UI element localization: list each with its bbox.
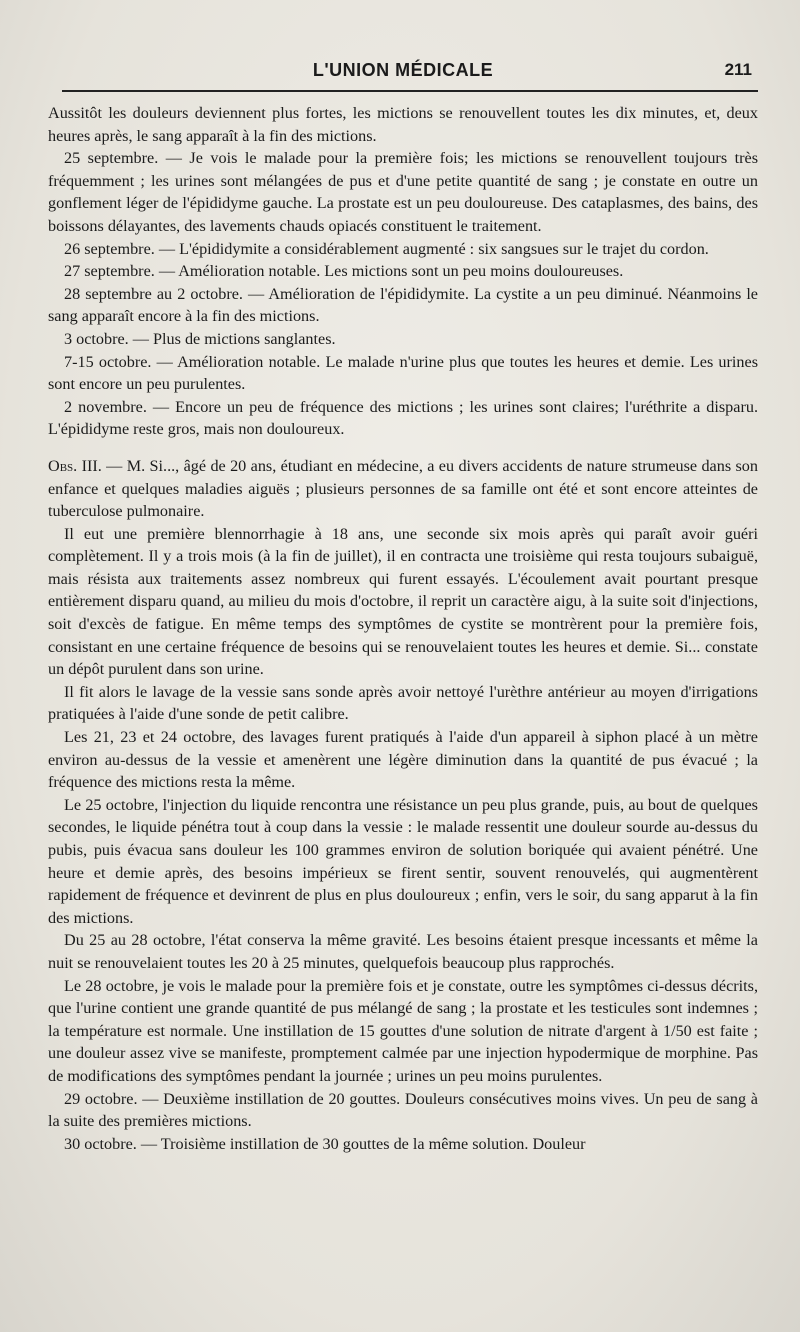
paragraph: Les 21, 23 et 24 octobre, des lavages furent pratiqués à l'aide d'un appareil à siphon placé à un mètre environ au-dessus de la vessie et amenèrent une légère diminution dans la quantité de pus évacué ; la fréquence des mictions resta la même.: [48, 728, 758, 792]
observation-text: — M. Si..., âgé de 20 ans, étudiant en médecine, a eu divers accidents de nature strumeuse dans son enfance et quelques maladies aiguës ; plusieurs personnes de sa famille ont été et sont encore atteintes de tuberculose pulmonaire.: [48, 456, 758, 521]
paragraph: 27 septembre. — Amélioration notable. Les mictions sont un peu moins douloureuses.: [64, 262, 624, 281]
running-header: [48, 56, 758, 90]
body-text: [48, 102, 758, 1155]
paragraph: Du 25 au 28 octobre, l'état conserva la même gravité. Les besoins étaient presque incessants et même la nuit se renouvelaient toutes les 20 à 25 minutes, quelquefois beaucoup plus rapprochés.: [48, 931, 758, 972]
paragraph: Le 28 octobre, je vois le malade pour la première fois et je constate, outre les symptômes ci-dessus décrits, que l'urine contient une grande quantité de pus mélangé de sang ; la prostate et les testicules sont indemnes ; la température est normale. Une instillation de 15 gouttes d'une solution de nitrate d'argent à 1/50 est faite ; une douleur assez vive se manifeste, promptement calmée par une injection hypodermique de morphine. Pas de modifications des symptômes pendant la journée ; urines un peu moins purulentes.: [48, 976, 758, 1085]
paragraph: 25 septembre. — Je vois le malade pour la première fois; les mictions se renouvellent toujours très fréquemment ; les urines sont mélangées de pus et d'une petite quantité de sang ; je constate en outre un gonflement léger de l'épididyme gauche. La prostate est un peu douloureuse. Des cataplasmes, des bains, des boissons délayantes, des lavements chauds opiacés constituent le traitement.: [48, 149, 758, 235]
paragraph: 2 novembre. — Encore un peu de fréquence des mictions ; les urines sont claires; l'uréthrite a disparu. L'épididyme reste gros, mais non douloureux.: [48, 397, 758, 439]
paragraph: 30 octobre. — Troisième instillation de 30 gouttes de la même solution. Douleur: [64, 1134, 586, 1153]
paragraph: 3 octobre. — Plus de mictions sanglantes.: [64, 329, 336, 348]
header-rule: [62, 90, 758, 92]
paragraph: 26 septembre. — L'épididymite a considérablement augmenté : six sangsues sur le trajet du cordon.: [64, 239, 709, 258]
paragraph: 29 octobre. — Deuxième instillation de 20 gouttes. Douleurs consécutives moins vives. Un peu de sang à la suite des premières mictions.: [48, 1089, 758, 1131]
observation-paragraph: [48, 455, 758, 523]
paragraph: Il eut une première blennorrhagie à 18 ans, une seconde six mois après qui paraît avoir guéri complètement. Il y a trois mois (à la fin de juillet), il en contracta une troisième qui resta toujours subaiguë, mais résista aux traitements assez nombreux qui furent essayés. L'écoulement avait pourtant presque entièrement disparu quand, au milieu du mois d'octobre, il reprit un caractère aigu, à la suite soit d'injections, soit d'excès de fatigue. En même temps des symptômes de cystite se montrèrent pour la première fois, consistant en une certaine fréquence de besoins qui se renouvelaient toutes les heures et demie. Si... constate un dépôt purulent dans son urine.: [48, 524, 758, 679]
paragraph: Aussitôt les douleurs deviennent plus fortes, les mictions se renouvellent toutes les dix minutes, et, deux heures après, le sang apparaît à la fin des mictions.: [48, 104, 758, 145]
observation-label: Obs. III.: [48, 456, 102, 475]
paragraph: 7-15 octobre. — Amélioration notable. Le malade n'urine plus que toutes les heures et demie. Les urines sont encore un peu purulentes.: [48, 352, 758, 394]
page-number: 211: [724, 60, 752, 79]
journal-title: L'UNION MÉDICALE: [312, 60, 494, 80]
paragraph: Le 25 octobre, l'injection du liquide rencontra une résistance un peu plus grande, puis, au bout de quelques secondes, le liquide pénétra tout à coup dans la vessie : le malade ressentit une douleur sourde au-dessus du pubis, puis évacua sans douleur les 100 grammes environ de solution boriquée qui avaient pénétré. Une heure et demie après, des besoins impérieux se firent sentir, souvent renouvelés, qui augmentèrent rapidement de fréquence et devinrent de plus en plus douloureux ; enfin, vers le soir, du sang apparut à la fin des mictions.: [48, 795, 758, 927]
paragraph: 28 septembre au 2 octobre. — Amélioration de l'épididymite. La cystite a un peu diminué. Néanmoins le sang apparaît encore à la fin des mictions.: [48, 284, 758, 326]
paragraph: Il fit alors le lavage de la vessie sans sonde après avoir nettoyé l'urèthre antérieur au moyen d'irrigations pratiquées à l'aide d'une sonde de petit calibre.: [48, 682, 758, 724]
